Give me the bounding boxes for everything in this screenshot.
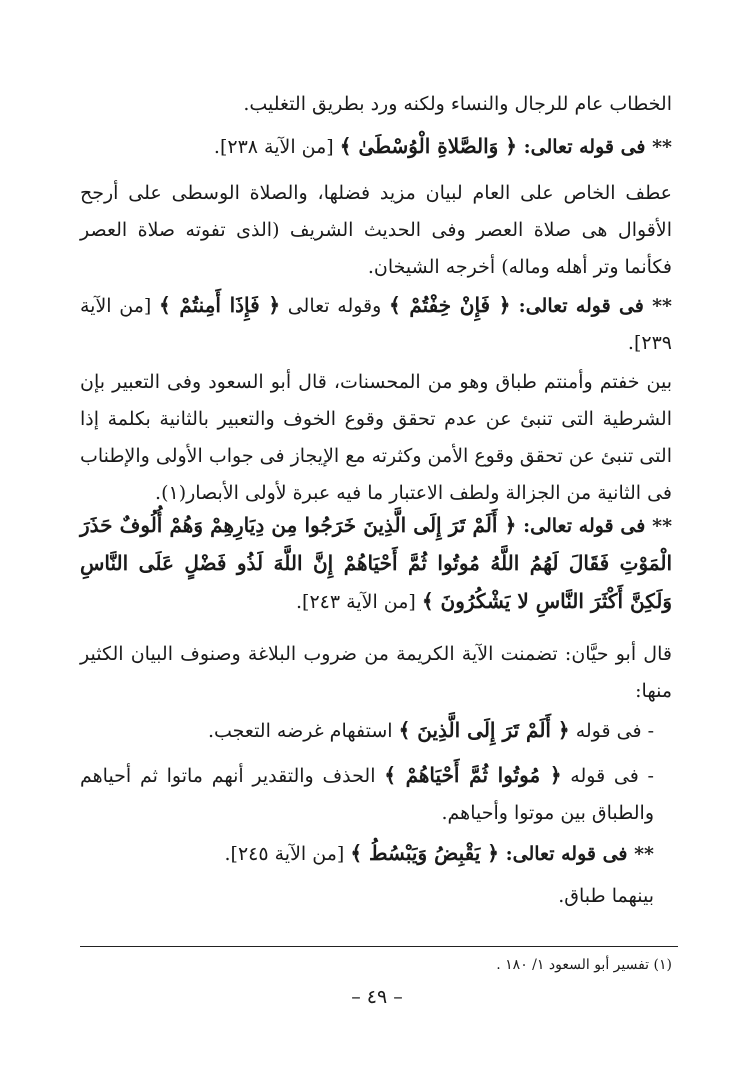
quran-verse: ﴿ يَقْبِضُ وَيَبْسُطُ ﴾ (350, 841, 499, 865)
verse-reference: [من الآية ٢٤٥]. (224, 843, 351, 865)
section-marker: ** فى قوله تعالى: (516, 136, 672, 158)
paragraph-text: قال أبو حيَّان: تضمنت الآية الكريمة من ضروب البلاغة وصنوف البيان الكثير منها: (80, 643, 672, 702)
quran-verse: ﴿ أَلَمْ تَرَ إِلَى الَّذِينَ خَرَجُوا مِن دِيَارِهِمْ وَهُمْ أُلُوفٌ حَذَرَ الْمَوْتِ فَقَالَ لَهُمُ اللَّهُ مُوتُوا ثُمَّ أَحْيَاهُمْ إِنَّ اللَّهَ لَذُو فَضْلٍ عَلَى النَّاسِ وَلَكِنَّ أَكْثَرَ النَّاسِ لا يَشْكُرُونَ ﴾ (80, 513, 672, 613)
section-marker: ** فى قوله تعالى: (516, 515, 673, 537)
paragraph-text: الحذف والتقدير أنهم ماتوا ثم أحياهم والطباق بين موتوا وأحياهم. (80, 765, 654, 824)
footnote-divider (80, 946, 678, 947)
quran-verse: ﴿ مُوتُوا ثُمَّ أَحْيَاهُمْ ﴾ (384, 763, 562, 787)
quran-verse: ﴿ وَالصَّلاةِ الْوُسْطَىٰ ﴾ (339, 134, 517, 158)
list-dash: - فى قوله (569, 720, 654, 742)
list-dash: - فى قوله (561, 765, 654, 787)
paragraph-2 (80, 128, 672, 166)
paragraph-8 (80, 712, 654, 750)
section-marker: ** فى قوله تعالى: (510, 295, 672, 317)
paragraph-7 (80, 636, 672, 710)
paragraph-text: وقوله تعالى (280, 295, 389, 317)
footnote: (١) تفسير أبو السعود ١/ ١٨٠ . (496, 957, 672, 973)
verse-reference: [من الآية ٢٤٣]. (296, 591, 422, 613)
paragraph-9 (80, 757, 654, 832)
paragraph-11 (80, 878, 654, 915)
paragraph-1 (80, 86, 672, 123)
paragraph-text: الخطاب عام للرجال والنساء ولكنه ورد بطريق التغليب. (243, 93, 672, 115)
section-marker: ** فى قوله تعالى: (498, 843, 654, 865)
paragraph-text: عطف الخاص على العام لبيان مزيد فضلها، والصلاة الوسطى على أرجح الأقوال هى صلاة العصر وفى الحديث الشريف (الذى تفوته صلاة العصر فكأنما وتر أهله وماله) أخرجه الشيخان. (80, 182, 672, 278)
paragraph-10 (80, 835, 654, 873)
paragraph-text: بينهما طباق. (558, 885, 654, 907)
paragraph-text: استفهام غرضه التعجب. (207, 720, 399, 742)
page-number: – ٤٩ – (351, 986, 403, 1008)
paragraph-5 (80, 364, 672, 512)
paragraph-text: بين خفتم وأمنتم طباق وهو من المحسنات، قال أبو السعود وفى التعبير بإن الشرطية التى تنبئ عن عدم تحقق وقوع الخوف والتعبير بالثانية بكلمة إذا التى تنبئ عن تحقق وقوع الأمن وكثرته مع الإيجاز فى جواب الأولى والإطناب فى الثانية من الجزالة ولطف الاعتبار ما فيه عبرة لأولى الأبصار(١). (80, 371, 672, 504)
paragraph-6 (80, 507, 672, 621)
verse-reference: [من الآية ٢٣٨]. (213, 136, 340, 158)
paragraph-4 (80, 287, 672, 362)
quran-verse: ﴿ فَإِذَا أَمِنتُمْ ﴾ (159, 293, 281, 317)
verse-reference: [من الآية ٢٣٩]. (80, 295, 672, 354)
quran-verse: ﴿ فَإِنْ خِفْتُمْ ﴾ (389, 293, 511, 317)
quran-verse: ﴿ أَلَمْ تَرَ إِلَى الَّذِينَ ﴾ (398, 718, 570, 742)
paragraph-3 (80, 175, 672, 286)
